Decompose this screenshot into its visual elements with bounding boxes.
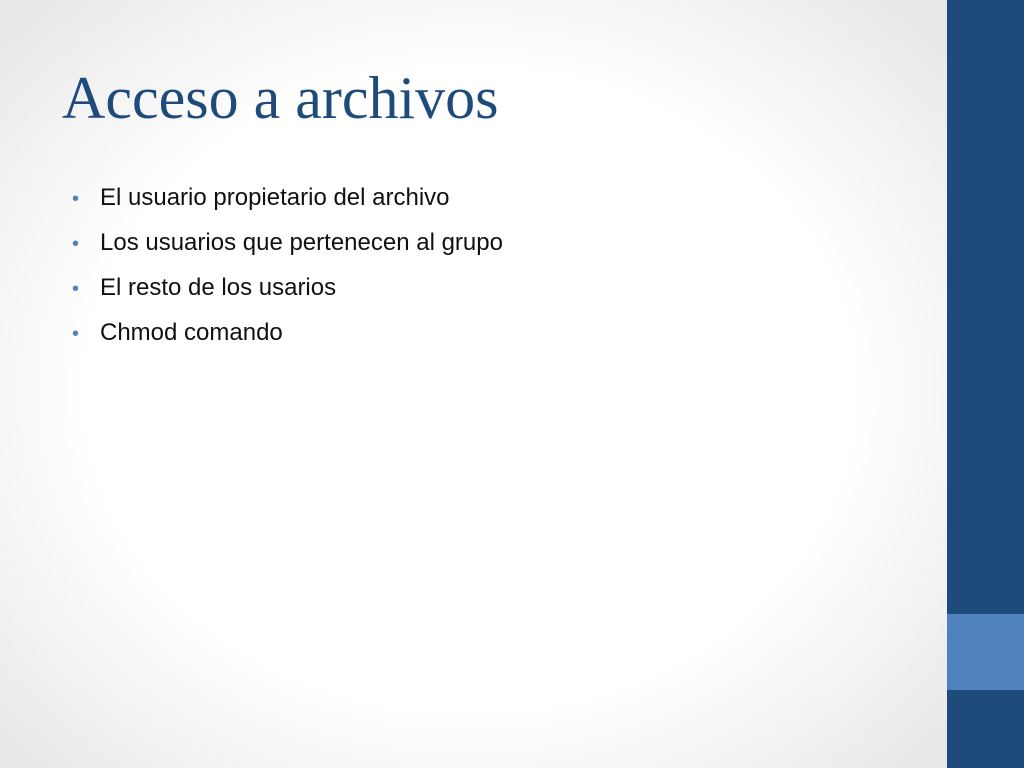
bullet-item bbox=[72, 184, 503, 229]
bullet-text: El usuario propietario del archivo bbox=[100, 184, 450, 211]
bullet-item bbox=[72, 319, 503, 364]
slide-title: Acceso a archivos bbox=[62, 65, 499, 131]
bullet-text: El resto de los usarios bbox=[100, 274, 337, 301]
bullet-text: Los usuarios que pertenecen al grupo bbox=[100, 229, 503, 256]
side-accent-block bbox=[947, 614, 1024, 690]
bullet-icon: • bbox=[72, 233, 80, 255]
bullet-item bbox=[72, 229, 503, 274]
bullet-icon: • bbox=[72, 188, 80, 210]
bullet-list bbox=[72, 184, 503, 364]
bullet-text: Chmod comando bbox=[100, 319, 283, 346]
bullet-icon: • bbox=[72, 278, 80, 300]
bullet-item bbox=[72, 274, 503, 319]
bullet-icon: • bbox=[72, 323, 80, 345]
